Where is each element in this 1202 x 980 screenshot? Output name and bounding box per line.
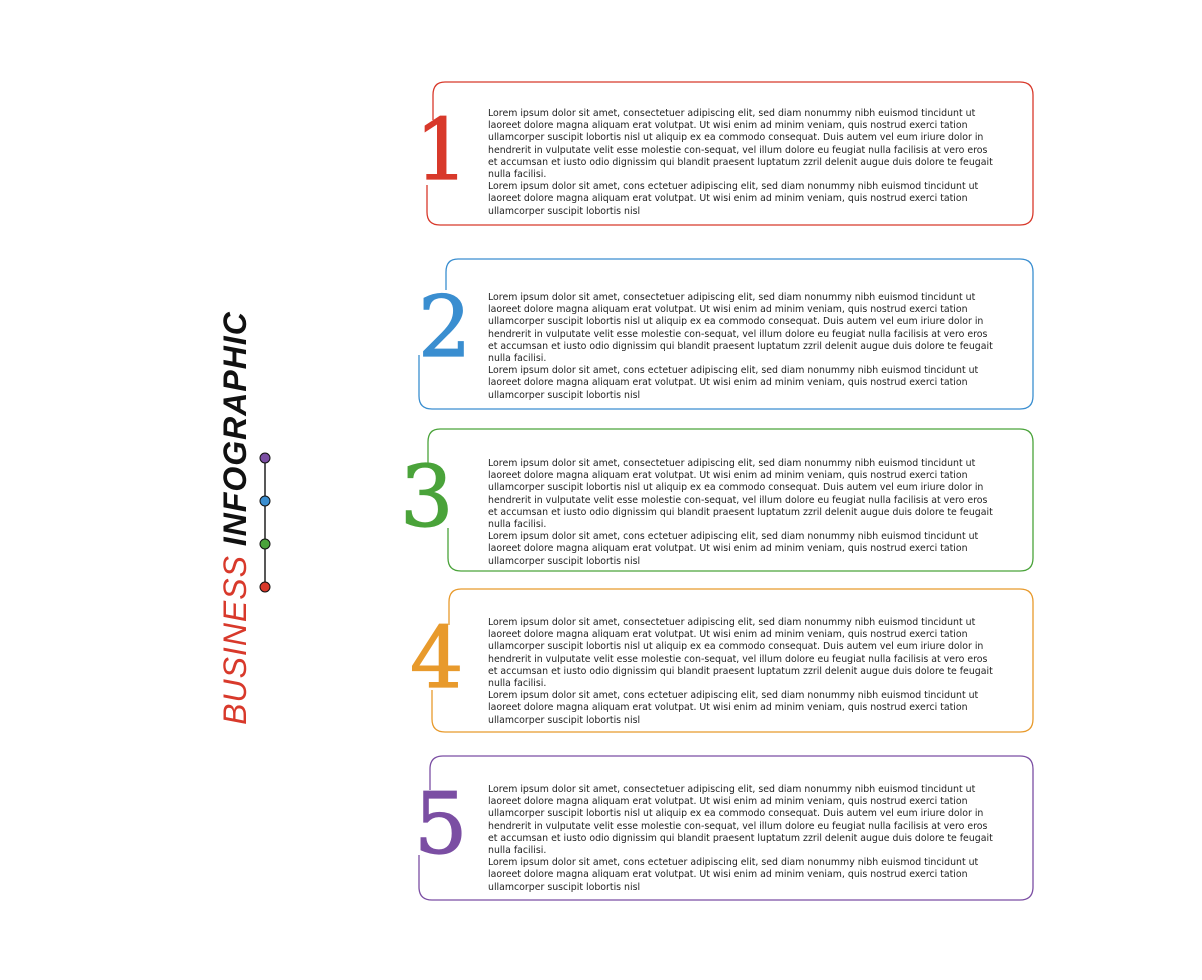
step-paragraph: Lorem ipsum dolor sit amet, consectetuer adipiscing elit, sed diam nonummy nibh euismod tincidunt ut laoreet dolore magna aliquam erat volutpat. Ut wisi enim ad minim veniam, quis nostrud exerci tation ullamcorper suscipit lobortis nisl ut aliquip ex ea commodo consequat. Duis autem vel eum iriure dolor in hendrerit in vulputate velit esse molestie con-sequat, vel illum dolore eu feugiat nulla facilisis at vero eros et accumsan et iusto odio dignissim qui blandit praesent luptatum zzril delenit augue duis dolore te feugait nulla facilisi. <box>488 292 993 365</box>
step-text <box>488 292 998 402</box>
step-paragraph: Lorem ipsum dolor sit amet, consectetuer adipiscing elit, sed diam nonummy nibh euismod tincidunt ut laoreet dolore magna aliquam erat volutpat. Ut wisi enim ad minim veniam, quis nostrud exerci tation ullamcorper suscipit lobortis nisl ut aliquip ex ea commodo consequat. Duis autem vel eum iriure dolor in hendrerit in vulputate velit esse molestie con-sequat, vel illum dolore eu feugiat nulla facilisis at vero eros et accumsan et iusto odio dignissim qui blandit praesent luptatum zzril delenit augue duis dolore te feugait nulla facilisi. <box>488 458 993 531</box>
step-number: 4 <box>410 609 464 707</box>
timeline-dot <box>260 496 270 506</box>
infographic-title <box>219 311 251 725</box>
timeline-connector <box>255 448 275 598</box>
step-paragraph: Lorem ipsum dolor sit amet, cons ectetuer adipiscing elit, sed diam nonummy nibh euismod tincidunt ut laoreet dolore magna aliquam erat volutpat. Ut wisi enim ad minim veniam, quis nostrud exerci tation ullamcorper suscipit lobortis nisl <box>488 531 979 567</box>
step-text <box>488 617 998 727</box>
timeline-dot <box>260 453 270 463</box>
title-infographic: INFOGRAPHIC <box>217 311 253 547</box>
step-paragraph: Lorem ipsum dolor sit amet, cons ectetuer adipiscing elit, sed diam nonummy nibh euismod tincidunt ut laoreet dolore magna aliquam erat volutpat. Ut wisi enim ad minim veniam, quis nostrud exerci tation ullamcorper suscipit lobortis nisl <box>488 365 979 401</box>
step-number: 5 <box>414 775 468 873</box>
step-paragraph: Lorem ipsum dolor sit amet, consectetuer adipiscing elit, sed diam nonummy nibh euismod tincidunt ut laoreet dolore magna aliquam erat volutpat. Ut wisi enim ad minim veniam, quis nostrud exerci tation ullamcorper suscipit lobortis nisl ut aliquip ex ea commodo consequat. Duis autem vel eum iriure dolor in hendrerit in vulputate velit esse molestie con-sequat, vel illum dolore eu feugiat nulla facilisis at vero eros et accumsan et iusto odio dignissim qui blandit praesent luptatum zzril delenit augue duis dolore te feugait nulla facilisi. <box>488 617 993 690</box>
step-number: 3 <box>400 448 454 546</box>
step-text <box>488 458 998 568</box>
step-paragraph: Lorem ipsum dolor sit amet, cons ectetuer adipiscing elit, sed diam nonummy nibh euismod tincidunt ut laoreet dolore magna aliquam erat volutpat. Ut wisi enim ad minim veniam, quis nostrud exerci tation ullamcorper suscipit lobortis nisl <box>488 690 979 726</box>
step-text <box>488 108 998 218</box>
step-paragraph: Lorem ipsum dolor sit amet, consectetuer adipiscing elit, sed diam nonummy nibh euismod tincidunt ut laoreet dolore magna aliquam erat volutpat. Ut wisi enim ad minim veniam, quis nostrud exerci tation ullamcorper suscipit lobortis nisl ut aliquip ex ea commodo consequat. Duis autem vel eum iriure dolor in hendrerit in vulputate velit esse molestie con-sequat, vel illum dolore eu feugiat nulla facilisis at vero eros et accumsan et iusto odio dignissim qui blandit praesent luptatum zzril delenit augue duis dolore te feugait nulla facilisi. <box>488 108 993 181</box>
step-paragraph: Lorem ipsum dolor sit amet, cons ectetuer adipiscing elit, sed diam nonummy nibh euismod tincidunt ut laoreet dolore magna aliquam erat volutpat. Ut wisi enim ad minim veniam, quis nostrud exerci tation ullamcorper suscipit lobortis nisl <box>488 181 979 217</box>
timeline-dot <box>260 539 270 549</box>
step-text <box>488 784 998 894</box>
step-number: 2 <box>418 278 472 376</box>
step-paragraph: Lorem ipsum dolor sit amet, consectetuer adipiscing elit, sed diam nonummy nibh euismod tincidunt ut laoreet dolore magna aliquam erat volutpat. Ut wisi enim ad minim veniam, quis nostrud exerci tation ullamcorper suscipit lobortis nisl ut aliquip ex ea commodo consequat. Duis autem vel eum iriure dolor in hendrerit in vulputate velit esse molestie con-sequat, vel illum dolore eu feugiat nulla facilisis at vero eros et accumsan et iusto odio dignissim qui blandit praesent luptatum zzril delenit augue duis dolore te feugait nulla facilisi. <box>488 784 993 857</box>
step-number: 1 <box>415 101 469 199</box>
step-paragraph: Lorem ipsum dolor sit amet, cons ectetuer adipiscing elit, sed diam nonummy nibh euismod tincidunt ut laoreet dolore magna aliquam erat volutpat. Ut wisi enim ad minim veniam, quis nostrud exerci tation ullamcorper suscipit lobortis nisl <box>488 857 979 893</box>
title-business: BUSINESS <box>217 555 253 725</box>
timeline-dot <box>260 582 270 592</box>
